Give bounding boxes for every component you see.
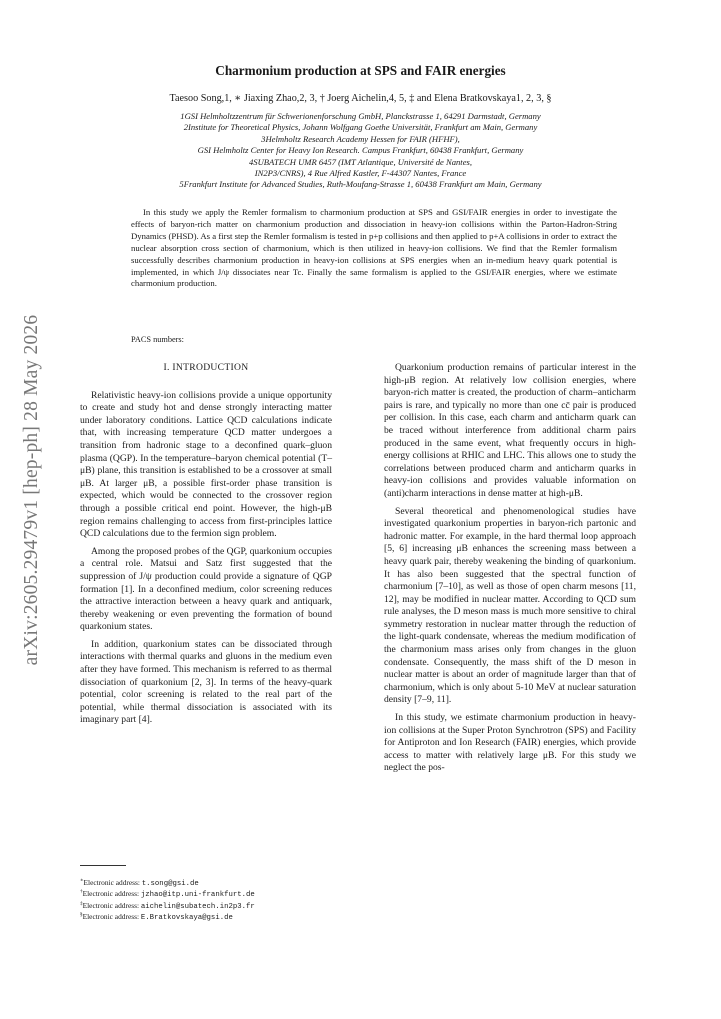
body-paragraph: Quarkonium production remains of particular interest in the high-μB region. At relatively low collision energies, where baryon-rich matter is created, the production of charm–anticharm pairs is rare, and typically no more than one cc̄ pair is produced per collision. In this case, each charm and anticharm quark can be traced without interference from additional charm pairs produced in the same event, what frequently occurs in high-energy collisions at RHIC and LHC. This allows one to study the correlations between produced charm and anticharm quarks in heavy-ion collisions and provides valuable information on (anti)charm interactions in dense matter at high-μB. (384, 362, 636, 499)
body-paragraph: In addition, quarkonium states can be dissociated through interactions with thermal quarks and gluons in the medium even after they have formed. This mechanism is referred to as thermal dissociation of quarkonium [2, 3]. In terms of the heavy-quark potential, color screening is related to the real part of the potential, while thermal dissociation is associated with its imaginary part [4]. (80, 638, 332, 726)
footnote-label: Electronic address: (83, 878, 142, 887)
footnote-mark: ∗ (80, 877, 84, 884)
body-paragraph: Relativistic heavy-ion collisions provide a unique opportunity to create and study hot and dense strongly interacting matter under laboratory conditions. Lattice QCD calculations indicate that, with increasing temperature QCD matter undergoes a transition from hadronic stage to a deconfined quark–gluon plasma (QGP). In the temperature–baryon chemical potential (T–μB) plane, this transition is established to be a crossover at small μB. At larger μB, a possible first-order phase transition is expected, which would be connected to the crossover region through a possible critical end point. However, the high-μB region remains challenging to access from first-principles lattice QCD calculations due to the fermion sign problem. (80, 389, 332, 540)
email-address[interactable]: t.song@gsi.de (141, 880, 199, 888)
left-column (80, 362, 332, 732)
affiliation-line: 3Helmholtz Research Academy Hessen for FAIR (HFHF), (261, 133, 460, 144)
affiliation-line: GSI Helmholtz Center for Heavy Ion Research. Campus Frankfurt, 60438 Frankfurt, Germany (197, 145, 524, 156)
arxiv-sidebar-stamp (8, 290, 56, 690)
affiliation-line: 1GSI Helmholtzzentrum für Schwerionenforschung GmbH, Planckstrasse 1, 64291 Darmstadt, Germany (180, 111, 541, 121)
affiliation-list (0, 111, 721, 191)
pacs-numbers: PACS numbers: (131, 335, 184, 344)
footnote-label: Electronic address: (82, 912, 141, 922)
right-column (384, 362, 636, 780)
affiliation-line: IN2P3/CNRS), 4 Rue Alfred Kastler, F-44307 Nantes, France (254, 168, 467, 179)
footnote-mark: § (80, 911, 83, 918)
email-address[interactable]: jzhao@itp.uni-frankfurt.de (140, 891, 255, 900)
affiliation-line: 4SUBATECH UMR 6457 (IMT Atlantique, Université de Nantes, (248, 156, 473, 167)
body-paragraph: In this study, we estimate charmonium production in heavy-ion collisions at the Super Proton Synchrotron (SPS) and Facility for Antiproton and Ion Research (FAIR) energies, which provide access to matter with relatively large μB. For this study we neglect the pos- (384, 712, 636, 774)
paper-title: Charmonium production at SPS and FAIR energies (215, 63, 506, 78)
footnote-label: Electronic address: (82, 900, 141, 910)
body-paragraph: Among the proposed probes of the QGP, quarkonium occupies a central role. Matsui and Satz first suggested that the suppression of J/ψ production could provide a signature of QGP formation [1]. In a deconfined medium, color screening reduces the attractive interaction between a heavy quark and antiquark, thereby weakening or even preventing the formation of bound quarkonium states. (80, 545, 332, 633)
section-heading: I. INTRODUCTION (163, 362, 249, 373)
affiliation-line: 5Frankfurt Institute for Advanced Studies, Ruth-Moufang-Strasse 1, 60438 Frankfurt am Main, Germany (179, 179, 542, 190)
footnote (80, 889, 380, 900)
arxiv-identifier: arXiv:2605.29479v1 [hep-ph] 28 May 2026 (21, 314, 42, 666)
affiliation-line: 2Institute for Theoretical Physics, Johann Wolfgang Goethe Universität, Frankfurt am Main, Germany (183, 122, 538, 133)
footnote-mark: † (80, 888, 83, 895)
footnote (80, 878, 380, 889)
author-list: Taesoo Song,1, ∗ Jiaxing Zhao,2, 3, † Joerg Aichelin,4, 5, ‡ and Elena Bratkovskaya1, 2, 3, § (169, 93, 552, 104)
email-address[interactable]: aichelin@subatech.in2p3.fr (140, 902, 255, 911)
email-address[interactable]: E.Bratkovskaya@gsi.de (140, 914, 233, 923)
abstract: In this study we apply the Remler formalism to charmonium production at SPS and GSI/FAIR energies in order to investigate the effects of baryon-rich matter on charmonium production and dissociation in heavy-ion collisions within the Parton-Hadron-String Dynamics (PHSD). As a first step the Remler formalism is tested in p+p collisions and then applied to p+A collisions in order to extract the nuclear absorption cross section of charmonium, which is then utilized in heavy-ion collisions. We find that the Remler formalism successfully describes charmonium production in heavy-ion collisions at SPS energies when an in-medium heavy quark potential is implemented, in which J/ψ dissociates near Tc. Finally the same formalism is applied to the GSI/FAIR energies, where we estimate charmonium production. (131, 207, 617, 289)
footnote-mark: ‡ (80, 900, 83, 907)
footnote-rule (80, 865, 126, 866)
footnote (80, 912, 380, 923)
footnote-label: Electronic address: (82, 889, 141, 899)
footnotes (80, 878, 380, 924)
body-paragraph: Several theoretical and phenomenological studies have investigated quarkonium properties in baryon-rich partonic and hadronic matter. For example, in the hard thermal loop approach [5, 6] increasing μB enhances the screening mass between a heavy quark pair, thereby weakening the binding of quarkonium. It has also been suggested that the spectral function of charmonium [7–10], as well as those of open charm mesons [11, 12], may be modified in nuclear matter. According to QCD sum rule analyses, the D meson mass is much more sensitive to chiral symmetry restoration in nuclear matter through the reduction of the light-quark condensate, whereas the medium modification of the charmonium mass arises only from changes in the gluon condensate. Consequently, the mass shift of the D meson in nuclear matter is about an order of magnitude larger than that of charmonium, which is only about 5-10 MeV at nuclear saturation density [7–9, 11]. (384, 505, 636, 706)
footnote (80, 901, 380, 912)
